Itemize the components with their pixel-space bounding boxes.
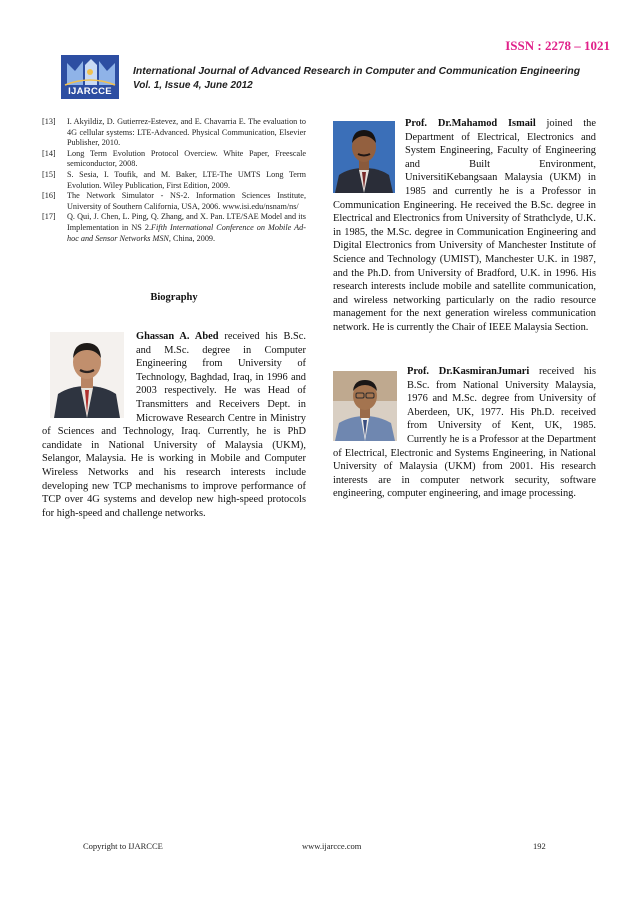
reference-item: [17] Q. Qui, J. Chen, L. Ping, Q. Zhang, and X. Pan. LTE/SAE Model and its Implementation in NS 2.Fifth International Conference on Mobile Ad-hoc and Sensor Networks MSN, China, 2009. bbox=[42, 212, 306, 243]
journal-title: International Journal of Advanced Research in Computer and Communication Engineering bbox=[133, 66, 581, 77]
bio-text: Prof. Dr.KasmiranJumari received his B.Sc. from National University Malaysia, 1976 and M.Sc. degree from University of Aberdeen, UK, 1977. His Ph.D. received from University of Kent, UK, 1985. Currently he is a Professor at the Department of Electrical, Electronic and Systems Engineering, in National University of Malaysia (UKM) from 2001. His research interests are in computer network security, software engineering, computer engineering, and image processing. bbox=[333, 366, 596, 500]
issn-label: ISSN : 2278 – 1021 bbox=[505, 38, 610, 53]
biography-heading: Biography bbox=[150, 292, 198, 303]
left-column bbox=[42, 117, 306, 244]
bio-text: Prof. Dr.Mahamod Ismail joined the Department of Electrical, Electronics and System Engineering, Faculty of Engineering and Built Environment, UniversitiKebangsaan Malaysia (UKM) in 1985 and currently he is a Professor in Communication Engineering. He received the B.Sc. degree in Electrical and Electronics from University of Strathclyde, U.K. in 1985, the M.Sc. degree in Communication Engineering and Digital Electronics from University of Manchester Institute of Science and Technology (UMIST), Manchester U.K. in 1987, and the Ph.D. from University of Bradford, U.K. in 1996. His research interests include mobile and satellite communication, and wireless networking particularly on the radio resource management for the next generation wireless communication network. He is currently the Chair of IEEE Malaysia Section. bbox=[333, 118, 596, 333]
journal-volume: Vol. 1, Issue 4, June 2012 bbox=[133, 80, 253, 91]
reference-item: [13] I. Akyildiz, D. Gutierrez-Estevez, and E. Chavarria E. The evaluation to 4G cellular systems: LTE-Advanced. Physical Communication, Elsevier Publisher, 2010. bbox=[42, 117, 306, 148]
reference-item: [16] The Network Simulator - NS-2. Information Sciences Institute, University of Southern California, USA, 2006. www.isi.edu/nsnam/ns/ bbox=[42, 191, 306, 211]
author-photo bbox=[333, 371, 397, 441]
author-photo bbox=[333, 121, 395, 193]
author-photo bbox=[50, 332, 124, 418]
bio-mahamod bbox=[333, 117, 596, 335]
reference-list bbox=[42, 117, 306, 244]
journal-logo bbox=[61, 55, 119, 99]
bio-ghassan bbox=[42, 330, 306, 520]
logo-text: IJARCCE bbox=[68, 86, 112, 97]
footer-copyright: Copyright to IJARCCE bbox=[83, 841, 163, 851]
bio-text: Ghassan A. Abed received his B.Sc. and M.Sc. degree in Computer Engineering from University of Technology, Baghdad, Iraq, in 1996 and 2003 respectively. He was Head of Transmitters and Receivers Dept. in Microwave Research Centre in Ministry of Sciences and Technology, Iraq. Currently, he is PhD candidate in National University of Malaysia (UKM), Selangor, Malaysia. He is working in Mobile and Computer Wireless Networks and his research interests include developing new TCP mechanisms to improve performance of TCP over 4G systems and develop new high-speed protocols for high-speed and challenge networks. bbox=[42, 331, 306, 519]
footer-page-number: 192 bbox=[533, 841, 546, 851]
bio-kasmiran bbox=[333, 365, 596, 501]
reference-item: [14] Long Term Evolution Protocol Overciew. White Paper, Freescale semiconductor, 2008. bbox=[42, 148, 306, 169]
reference-item: [15] S. Sesia, I. Toufik, and M. Baker, LTE-The UMTS Long Term Evolution. Wiley Publication, First Edition, 2009. bbox=[42, 169, 306, 190]
footer-website[interactable]: www.ijarcce.com bbox=[302, 841, 362, 851]
